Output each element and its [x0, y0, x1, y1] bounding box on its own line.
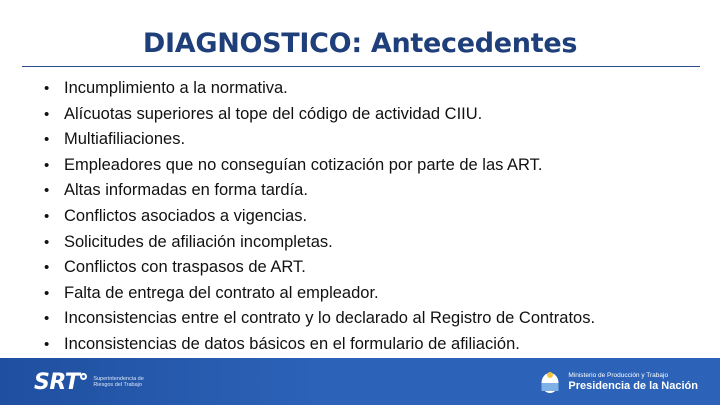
footer-bar — [0, 358, 720, 405]
list-item: • Inconsistencias de datos básicos en el formulario de afiliación. — [44, 332, 694, 358]
list-item: • Conflictos con traspasos de ART. — [44, 255, 694, 281]
list-item: • Multiafiliaciones. — [44, 127, 694, 153]
ministry-name: Ministerio de Producción y Trabajo — [568, 371, 669, 379]
presidency-name: Presidencia de la Nación — [568, 379, 698, 392]
srt-logo-text: SRT — [34, 369, 80, 395]
list-item: • Conflictos asociados a vigencias. — [44, 204, 694, 230]
list-item: • Alícuotas superiores al tope del código de actividad CIIU. — [44, 102, 694, 128]
list-item: • Solicitudes de afiliación incompletas. — [44, 230, 694, 256]
national-shield-icon — [540, 370, 560, 394]
ministry-logo — [540, 367, 698, 397]
list-item: • Altas informadas en forma tardía. — [44, 178, 694, 204]
page-title: DIAGNOSTICO: Antecedentes — [142, 28, 578, 59]
antecedentes-list — [44, 76, 694, 358]
list-item: • Inconsistencias entre el contrato y lo declarado al Registro de Contratos. — [44, 306, 694, 332]
title-divider — [22, 66, 700, 67]
srt-logo — [34, 366, 151, 398]
list-item: • Falta de entrega del contrato al empleador. — [44, 281, 694, 307]
srt-logo-subtitle: Superintendencia de Riesgos del Trabajo — [93, 376, 144, 388]
srt-badge-icon — [80, 373, 87, 380]
list-item: • Empleadores que no conseguían cotización por parte de las ART. — [44, 153, 694, 179]
list-item: • Incumplimiento a la normativa. — [44, 76, 694, 102]
